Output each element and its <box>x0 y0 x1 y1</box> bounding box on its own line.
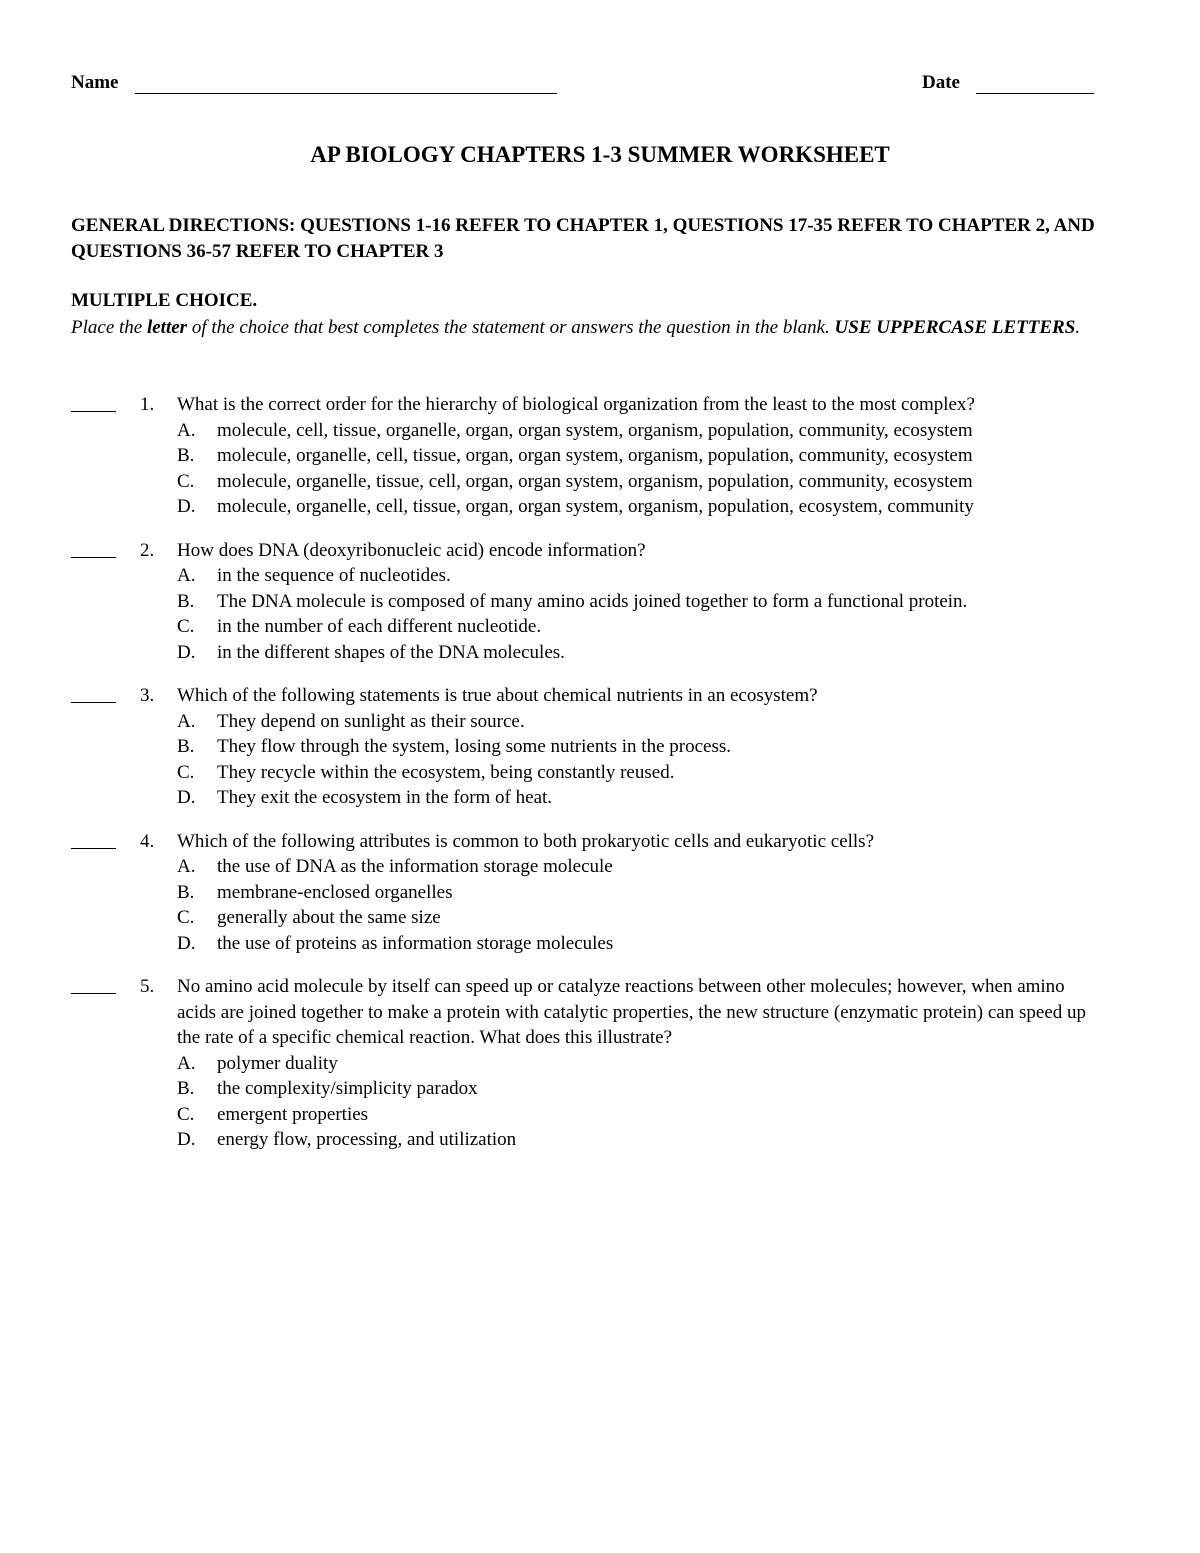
question-1 <box>0 392 1200 520</box>
question-4 <box>0 829 1200 957</box>
choice-letter: D. <box>177 787 196 808</box>
question-number: 2. <box>140 539 155 561</box>
question-number: 1. <box>140 394 155 415</box>
choice-c <box>0 905 997 931</box>
choice-letter: A. <box>177 856 196 877</box>
choice-text: in the different shapes of the DNA molecules. <box>217 641 565 663</box>
question-text: Which of the following attributes is common to both prokaryotic cells and eukaryotic cells? <box>177 830 875 852</box>
choice-text: in the number of each different nucleotide. <box>217 616 542 637</box>
choice-c <box>0 1102 997 1128</box>
question-text: What is the correct order for the hierarchy of biological organization from the least to the most complex? <box>177 394 975 415</box>
instructions-uppercase-emphasis: USE UPPERCASE LETTERS <box>834 317 1076 338</box>
answer-blank[interactable] <box>71 848 116 849</box>
choice-letter: A. <box>177 710 196 732</box>
choice-text: They flow through the system, losing some nutrients in the process. <box>217 736 731 757</box>
choice-text: energy flow, processing, and utilization <box>217 1129 517 1150</box>
choice-d <box>0 640 997 666</box>
choice-text: They depend on sunlight as their source. <box>217 710 525 732</box>
choice-letter: A. <box>177 565 196 586</box>
choice-letter: C. <box>177 907 195 928</box>
question-number: 5. <box>140 976 155 997</box>
instructions-part-5: . <box>1075 317 1081 338</box>
question-5 <box>0 974 1200 1153</box>
choice-letter: D. <box>177 932 196 954</box>
question-row <box>0 829 1200 855</box>
choice-text: generally about the same size <box>217 907 441 928</box>
choice-a <box>0 563 997 589</box>
choice-text: molecule, organelle, cell, tissue, organ, organ system, organism, population, community, ecosystem <box>217 445 973 466</box>
multiple-choice-heading: MULTIPLE CHOICE. <box>71 290 258 311</box>
choice-b <box>0 734 997 760</box>
choice-text: They recycle within the ecosystem, being constantly reused. <box>217 761 675 783</box>
answer-blank[interactable] <box>71 557 116 558</box>
question-row <box>0 538 1200 564</box>
name-label: Name <box>71 72 119 93</box>
question-2 <box>0 538 1200 666</box>
choice-letter: D. <box>177 496 196 517</box>
choice-letter: B. <box>177 881 195 903</box>
question-row <box>0 683 1200 709</box>
name-blank-line <box>135 93 557 94</box>
choice-list <box>0 854 1200 956</box>
question-text: Which of the following statements is true about chemical nutrients in an ecosystem? <box>177 685 818 706</box>
answer-blank[interactable] <box>71 411 116 412</box>
choice-b <box>0 880 997 906</box>
question-number: 4. <box>140 830 155 852</box>
choice-letter: B. <box>177 445 195 466</box>
choice-text: They exit the ecosystem in the form of heat. <box>217 787 553 808</box>
header-row <box>71 72 1101 100</box>
choice-letter: C. <box>177 616 195 637</box>
choice-list <box>0 1051 1200 1153</box>
choice-letter: A. <box>177 419 196 441</box>
choice-b <box>0 1076 997 1102</box>
choice-b <box>0 443 997 469</box>
choice-text: the use of proteins as information storage molecules <box>217 932 614 954</box>
choice-letter: B. <box>177 736 195 757</box>
choice-text: the use of DNA as the information storage molecule <box>217 856 613 877</box>
choice-a <box>0 1051 997 1077</box>
choice-text: molecule, organelle, cell, tissue, organ, organ system, organism, population, ecosystem, community <box>217 496 974 517</box>
choice-letter: B. <box>177 1078 195 1099</box>
choice-letter: C. <box>177 1103 195 1125</box>
choice-b <box>0 589 997 615</box>
choice-c <box>0 614 997 640</box>
worksheet-title: AP BIOLOGY CHAPTERS 1-3 SUMMER WORKSHEET <box>310 142 890 167</box>
general-directions: GENERAL DIRECTIONS: QUESTIONS 1-16 REFER TO CHAPTER 1, QUESTIONS 17-35 REFER TO CHAPTER 2, AND QUESTIONS 36-57 REFER TO CHAPTER 3 <box>71 215 1095 262</box>
date-label: Date <box>922 72 960 93</box>
choice-a <box>0 854 997 880</box>
question-row <box>0 392 1200 418</box>
question-text: No amino acid molecule by itself can speed up or catalyze reactions between other molecules; however, when amino acids are joined together to make a protein with catalytic properties, the new structure (enzymatic protein) can speed up the rate of a specific chemical reaction. What does this illustrate? <box>177 976 1087 1048</box>
choice-text: The DNA molecule is composed of many amino acids joined together to form a functional protein. <box>217 590 968 612</box>
choice-list <box>0 709 1200 811</box>
question-text: How does DNA (deoxyribonucleic acid) encode information? <box>177 539 646 561</box>
choice-d <box>0 785 997 811</box>
choice-letter: D. <box>177 641 196 663</box>
instructions-part-1: Place the <box>71 317 147 338</box>
instructions-letter-emphasis: letter <box>146 317 188 338</box>
instructions <box>71 315 1131 341</box>
question-number: 3. <box>140 685 155 706</box>
choice-text: molecule, organelle, tissue, cell, organ, organ system, organism, population, community, ecosystem <box>217 470 973 492</box>
choice-letter: D. <box>177 1129 196 1150</box>
choice-a <box>0 709 997 735</box>
choice-list <box>0 418 1200 520</box>
choice-text: in the sequence of nucleotides. <box>217 565 451 586</box>
choice-c <box>0 760 997 786</box>
choice-letter: B. <box>177 590 195 612</box>
choice-letter: A. <box>177 1052 196 1074</box>
instructions-part-3: of the choice that best completes the statement or answers the question in the blank. <box>187 317 835 338</box>
choice-list <box>0 563 1200 665</box>
choice-text: the complexity/simplicity paradox <box>217 1078 478 1099</box>
question-3 <box>0 683 1200 811</box>
choice-text: membrane-enclosed organelles <box>217 881 453 903</box>
choice-text: emergent properties <box>217 1103 369 1125</box>
choice-text: molecule, cell, tissue, organelle, organ, organ system, organism, population, community, ecosystem <box>217 419 973 441</box>
answer-blank[interactable] <box>71 702 116 703</box>
question-list <box>0 392 1200 1171</box>
question-row <box>0 974 1200 1051</box>
choice-d <box>0 931 997 957</box>
choice-a <box>0 418 997 444</box>
choice-letter: C. <box>177 761 195 783</box>
answer-blank[interactable] <box>71 993 116 994</box>
choice-letter: C. <box>177 470 195 492</box>
date-blank-line <box>976 93 1094 94</box>
choice-text: polymer duality <box>217 1052 338 1074</box>
choice-d <box>0 1127 997 1153</box>
choice-d <box>0 494 997 520</box>
choice-c <box>0 469 997 495</box>
